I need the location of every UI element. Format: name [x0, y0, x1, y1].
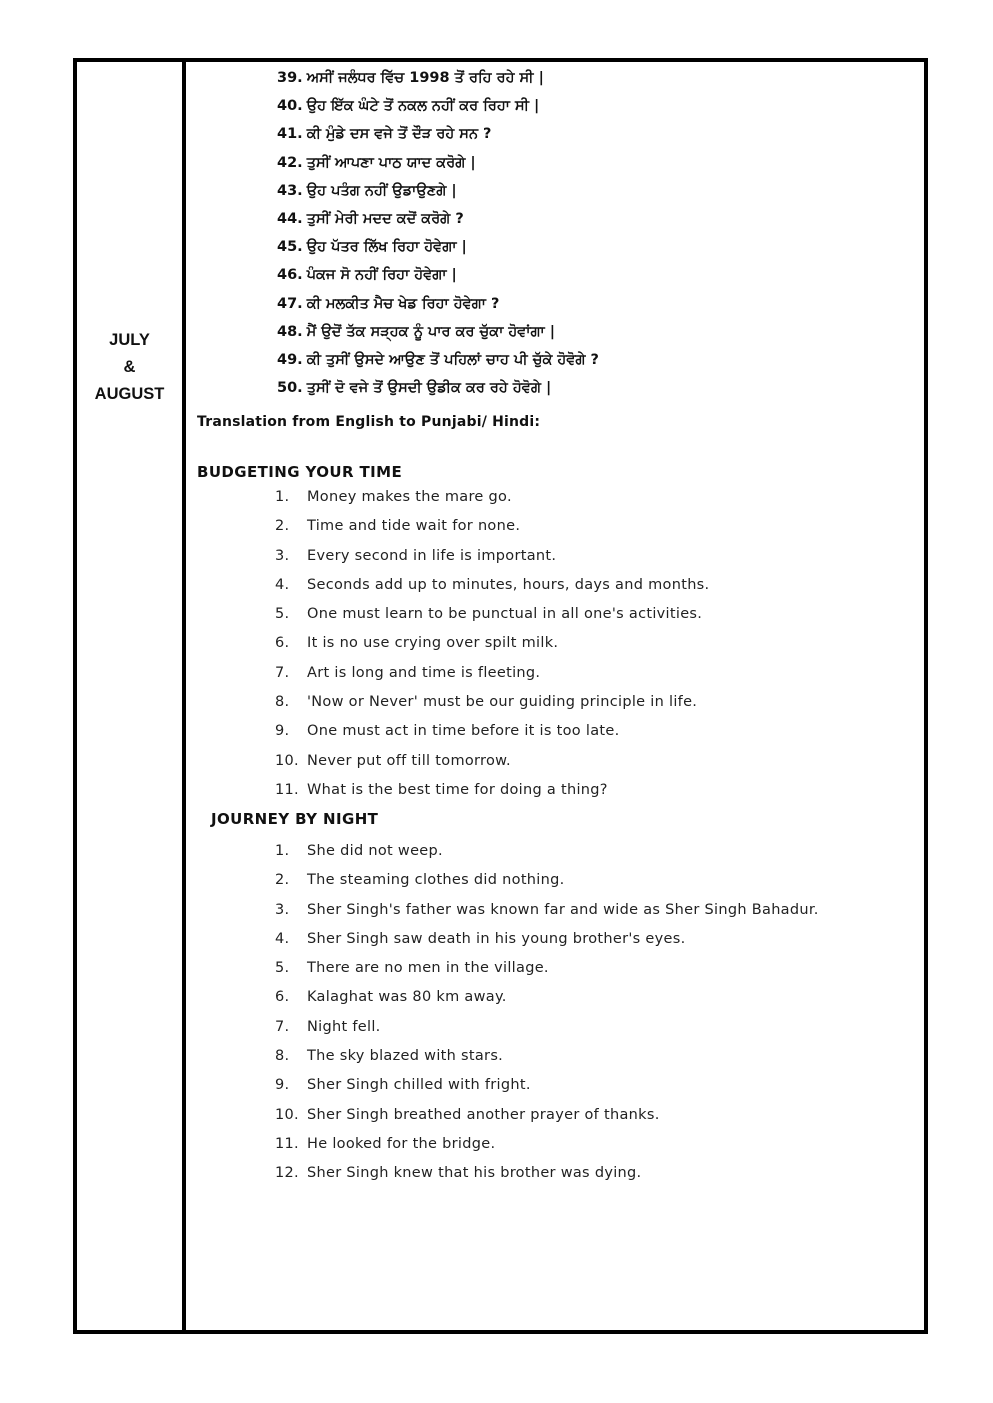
journey-sentence-text: Sher Singh breathed another prayer of thanks. [307, 1106, 660, 1123]
journey-sentence-number: 4. [275, 930, 290, 947]
journey-sentence-text: The sky blazed with stars. [307, 1048, 504, 1065]
punjabi-sentence-text: ਮੈਂ ਉਦੋਂ ਤੱਕ ਸੜ੍ਹਕ ਨੂੰ ਪਾਰ ਕਰ ਚੁੱਕਾ ਹੋਵਾਂਗਾ | [306, 323, 556, 340]
punjabi-sentence [277, 64, 599, 92]
punjabi-sentence-number: 46. [277, 267, 303, 284]
month-ampersand: & [123, 358, 136, 376]
budgeting-sentence-number: 9. [275, 723, 290, 740]
journey-sentence [275, 896, 819, 925]
journey-sentence-number: 10. [275, 1106, 299, 1123]
punjabi-sentence-number: 44. [277, 210, 303, 227]
budgeting-sentence-number: 2. [275, 518, 290, 535]
budgeting-sentence-text: Money makes the mare go. [307, 489, 512, 505]
journey-sentence-text: He looked for the bridge. [307, 1135, 496, 1152]
month-august: AUGUST [94, 385, 165, 403]
punjabi-sentence-text: ਉਹ ਇੱਕ ਘੰਟੇ ਤੋਂ ਨਕਲ ਨਹੀਂ ਕਰ ਰਿਹਾ ਸੀ | [306, 98, 540, 115]
journey-sentence-text: There are no men in the village. [307, 960, 549, 977]
budgeting-sentence-text: What is the best time for doing a thing? [307, 781, 608, 798]
punjabi-sentence-number: 47. [277, 295, 303, 312]
budgeting-sentence-text: One must act in time before it is too late. [307, 723, 620, 740]
punjabi-sentence-text: ਉਹ ਪੱਤਰ ਲਿੱਖ ਰਿਹਾ ਹੋਵੇਗਾ | [306, 239, 467, 256]
budgeting-sentence-text: Art is long and time is fleeting. [307, 664, 541, 681]
content-cell [186, 62, 924, 1330]
budgeting-sentence [275, 659, 709, 688]
punjabi-sentence [277, 233, 599, 261]
journey-sentence [275, 1042, 819, 1071]
punjabi-sentence-number: 42. [277, 154, 303, 171]
journey-sentence [275, 1101, 819, 1130]
budgeting-sentence [275, 600, 709, 629]
budgeting-sentence [275, 717, 709, 746]
punjabi-sentence-text: ਤੁਸੀਂ ਮੇਰੀ ਮਦਦ ਕਦੋਂ ਕਰੋਗੇ ? [306, 210, 464, 227]
journey-heading: JOURNEY BY NIGHT [211, 810, 379, 828]
budgeting-heading: BUDGETING YOUR TIME [197, 463, 403, 481]
budgeting-sentence-text: Never put off till tomorrow. [307, 752, 511, 769]
punjabi-sentence-text: ਕੀ ਤੁਸੀਂ ਉਸਦੇ ਆਉਣ ਤੋਂ ਪਹਿਲਾਂ ਚਾਹ ਪੀ ਚੁੱਕੇ ਹੋਵੋਗੇ ? [306, 351, 599, 368]
budgeting-sentence [275, 747, 709, 776]
budgeting-sentence-text: It is no use crying over spilt milk. [307, 635, 559, 652]
punjabi-sentence-number: 40. [277, 98, 303, 115]
punjabi-sentence-text: ਅਸੀਂ ਜਲੰਧਰ ਵਿੱਚ 1998 ਤੋਂ ਰਹਿ ਰਹੇ ਸੀ | [306, 70, 544, 86]
punjabi-sentence [277, 205, 599, 233]
punjabi-sentence [277, 120, 599, 148]
journey-sentence-text: She did not weep. [307, 843, 443, 859]
punjabi-sentence-text: ਤੁਸੀਂ ਦੋ ਵਜੇ ਤੋਂ ਉਸਦੀ ਉਡੀਕ ਕਰ ਰਹੇ ਹੋਵੋਗੇ | [306, 380, 552, 397]
punjabi-sentence [277, 346, 599, 374]
journey-sentence-number: 2. [275, 872, 290, 889]
journey-sentence-number: 1. [275, 843, 290, 859]
punjabi-sentence [277, 177, 599, 205]
punjabi-sentence-text: ਕੀ ਮੁੰਡੇ ਦਸ ਵਜੇ ਤੋਂ ਦੌੜ ਰਹੇ ਸਨ ? [306, 126, 492, 143]
punjabi-sentence-text: ਤੁਸੀਂ ਆਪਣਾ ਪਾਠ ਯਾਦ ਕਰੋਗੇ | [306, 154, 476, 171]
budgeting-sentence-text: One must learn to be punctual in all one's activities. [307, 606, 703, 623]
journey-sentence-number: 5. [275, 960, 290, 977]
journey-sentence-number: 8. [275, 1048, 290, 1065]
budgeting-sentence [275, 688, 709, 717]
punjabi-sentence-number: 39. [277, 70, 303, 86]
punjabi-sentence [277, 261, 599, 289]
budgeting-sentence-number: 1. [275, 489, 290, 505]
budgeting-sentence-number: 8. [275, 694, 290, 711]
punjabi-sentence-list [277, 64, 599, 402]
journey-sentence-number: 11. [275, 1135, 299, 1152]
punjabi-sentence-number: 41. [277, 126, 303, 143]
punjabi-sentence [277, 149, 599, 177]
budgeting-sentence-text: Every second in life is important. [307, 547, 557, 564]
journey-sentence-text: Night fell. [307, 1018, 381, 1035]
punjabi-sentence-number: 49. [277, 351, 303, 368]
budgeting-sentence-number: 4. [275, 576, 290, 593]
schedule-table [73, 58, 928, 1334]
journey-sentence-text: Sher Singh chilled with fright. [307, 1077, 531, 1094]
budgeting-sentence-number: 10. [275, 752, 299, 769]
budgeting-sentence [275, 629, 709, 658]
journey-sentence [275, 866, 819, 895]
journey-sentence [275, 1130, 819, 1159]
punjabi-sentence-number: 45. [277, 239, 303, 256]
translation-heading: Translation from English to Punjabi/ Hindi: [197, 414, 541, 430]
budgeting-sentence [275, 542, 709, 571]
journey-sentence [275, 1159, 819, 1188]
journey-sentence-list [275, 837, 819, 1189]
month-cell [77, 327, 182, 408]
journey-sentence-text: Kalaghat was 80 km away. [307, 989, 507, 1006]
punjabi-sentence-number: 50. [277, 380, 303, 397]
journey-sentence-number: 3. [275, 901, 290, 918]
punjabi-sentence-text: ਪੰਕਜ ਸੋ ਨਹੀਂ ਰਿਹਾ ਹੋਵੇਗਾ | [306, 267, 457, 284]
journey-sentence-text: Sher Singh's father was known far and wide as Sher Singh Bahadur. [307, 901, 819, 918]
journey-sentence [275, 925, 819, 954]
journey-sentence-text: The steaming clothes did nothing. [307, 872, 565, 889]
budgeting-sentence [275, 483, 709, 512]
punjabi-sentence [277, 374, 599, 402]
journey-sentence-number: 12. [275, 1165, 299, 1182]
journey-sentence-number: 9. [275, 1077, 290, 1094]
journey-sentence [275, 954, 819, 983]
punjabi-sentence [277, 92, 599, 120]
punjabi-sentence-number: 43. [277, 182, 303, 199]
journey-sentence [275, 1013, 819, 1042]
punjabi-sentence [277, 318, 599, 346]
budgeting-sentence-number: 6. [275, 635, 290, 652]
punjabi-sentence [277, 290, 599, 318]
budgeting-sentence-number: 7. [275, 664, 290, 681]
budgeting-sentence [275, 571, 709, 600]
budgeting-sentence-number: 5. [275, 606, 290, 623]
budgeting-sentence [275, 512, 709, 541]
budgeting-sentence [275, 776, 709, 805]
month-july: JULY [109, 331, 150, 349]
journey-sentence [275, 837, 819, 866]
punjabi-sentence-text: ਉਹ ਪਤੰਗ ਨਹੀਂ ਉਡਾਉਣਗੇ | [306, 182, 457, 199]
budgeting-sentence-text: Seconds add up to minutes, hours, days and months. [307, 576, 710, 593]
journey-sentence [275, 983, 819, 1012]
budgeting-sentence-text: 'Now or Never' must be our guiding principle in life. [307, 694, 698, 711]
journey-sentence [275, 1071, 819, 1100]
budgeting-sentence-list [275, 483, 709, 805]
journey-sentence-text: Sher Singh saw death in his young brother's eyes. [307, 930, 686, 947]
budgeting-sentence-number: 3. [275, 547, 290, 564]
journey-sentence-number: 7. [275, 1018, 290, 1035]
journey-sentence-number: 6. [275, 989, 290, 1006]
punjabi-sentence-text: ਕੀ ਮਲਕੀਤ ਮੈਚ ਖੇਡ ਰਿਹਾ ਹੋਵੇਗਾ ? [306, 295, 500, 312]
budgeting-sentence-number: 11. [275, 781, 299, 798]
punjabi-sentence-number: 48. [277, 323, 303, 340]
journey-sentence-text: Sher Singh knew that his brother was dying. [307, 1165, 642, 1182]
budgeting-sentence-text: Time and tide wait for none. [307, 518, 521, 535]
